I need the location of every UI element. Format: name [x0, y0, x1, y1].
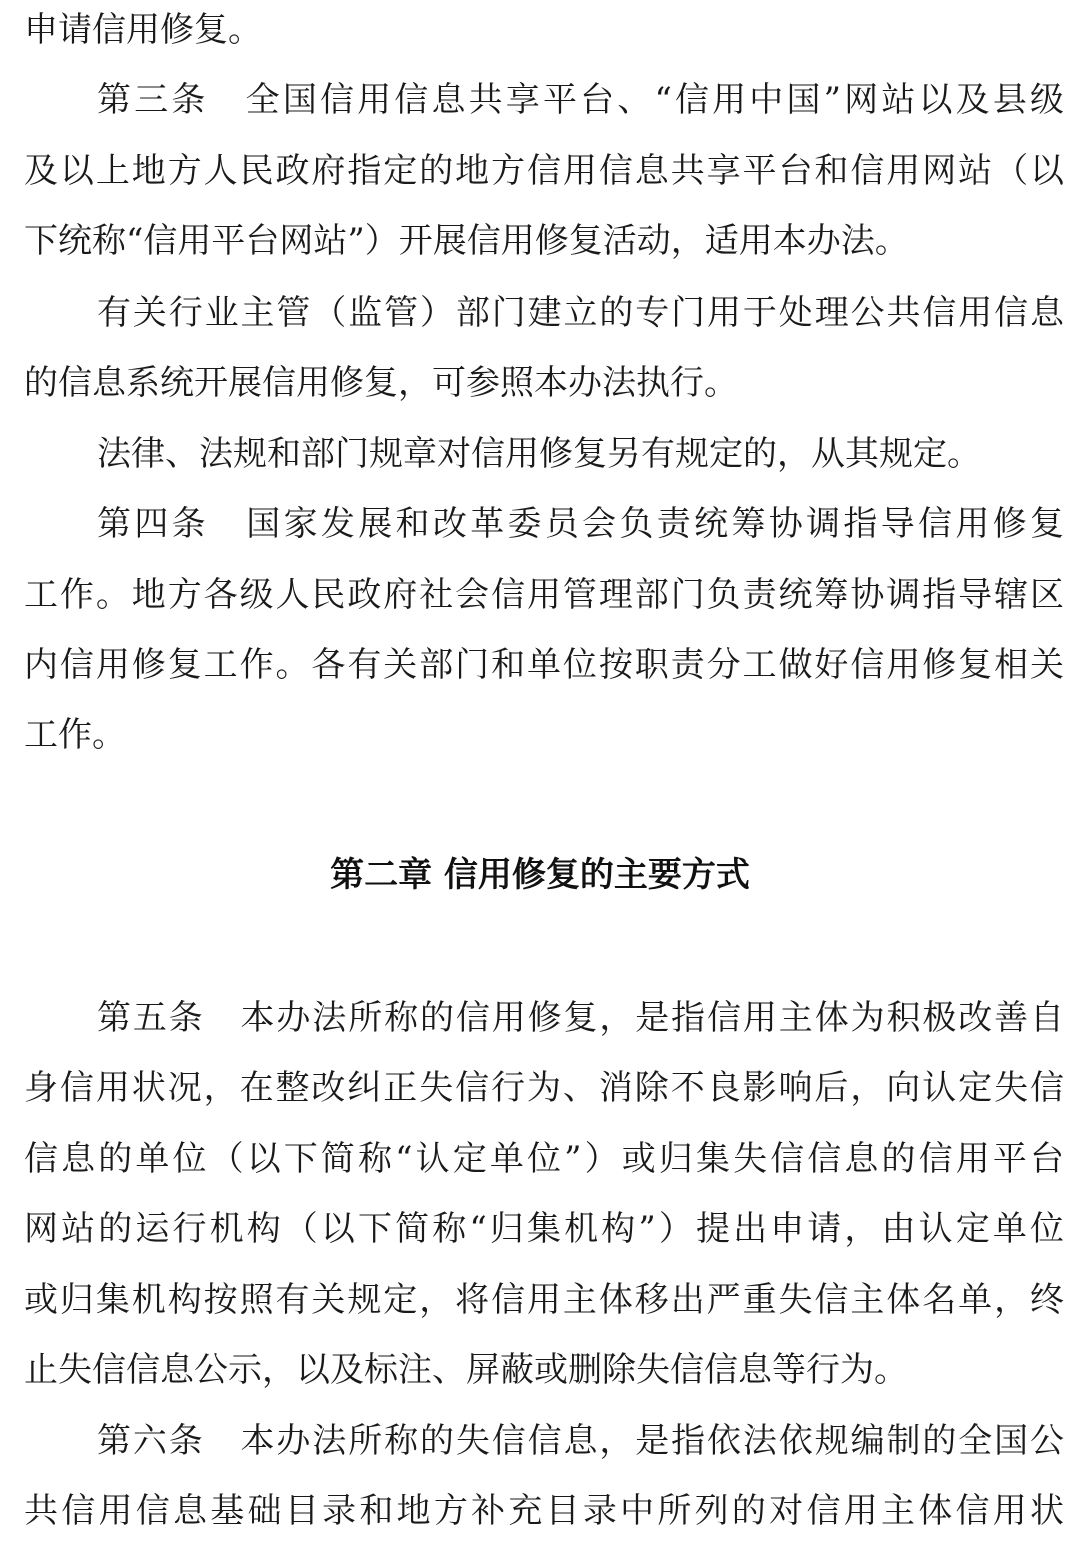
text-line: 工作。地方各级人民政府社会信用管理部门负责统筹协调指导辖区: [24, 575, 1064, 615]
article-6-text: 第六条 本办法所称的失信信息，是指依法依规编制的全国公: [97, 1421, 1064, 1461]
article-3-text: 第三条 全国信用信息共享平台、“信用中国”网站以及县级: [97, 80, 1064, 120]
text-line: 下统称“信用平台网站”）开展信用修复活动，适用本办法。: [24, 221, 909, 261]
text-line: 信息的单位（以下简称“认定单位”）或归集失信信息的信用平台: [24, 1139, 1064, 1179]
article-4-text: 第四条 国家发展和改革委员会负责统筹协调指导信用修复: [97, 504, 1064, 544]
text-line: 申请信用修复。: [24, 10, 262, 50]
text-line: 及以上地方人民政府指定的地方信用信息共享平台和信用网站（以: [24, 151, 1064, 191]
text-line: 或归集机构按照有关规定，将信用主体移出严重失信主体名单，终: [24, 1280, 1064, 1320]
text-line: 有关行业主管（监管）部门建立的专门用于处理公共信用信息: [97, 293, 1064, 333]
text-line: 工作。: [24, 715, 126, 755]
text-line: 内信用修复工作。各有关部门和单位按职责分工做好信用修复相关: [24, 645, 1064, 685]
text-line: 止失信信息公示，以及标注、屏蔽或删除失信信息等行为。: [24, 1350, 908, 1390]
text-line: 身信用状况，在整改纠正失信行为、消除不良影响后，向认定失信: [24, 1068, 1064, 1108]
text-line: 共信用信息基础目录和地方补充目录中所列的对信用主体信用状: [24, 1491, 1064, 1531]
text-line: 网站的运行机构（以下简称“归集机构”）提出申请，由认定单位: [24, 1209, 1064, 1249]
article-5-text: 第五条 本办法所称的信用修复，是指信用主体为积极改善自: [97, 998, 1064, 1038]
text-line: 法律、法规和部门规章对信用修复另有规定的，从其规定。: [97, 434, 981, 474]
text-line: 的信息系统开展信用修复，可参照本办法执行。: [24, 363, 738, 403]
chapter-heading: 第二章 信用修复的主要方式: [330, 855, 750, 895]
